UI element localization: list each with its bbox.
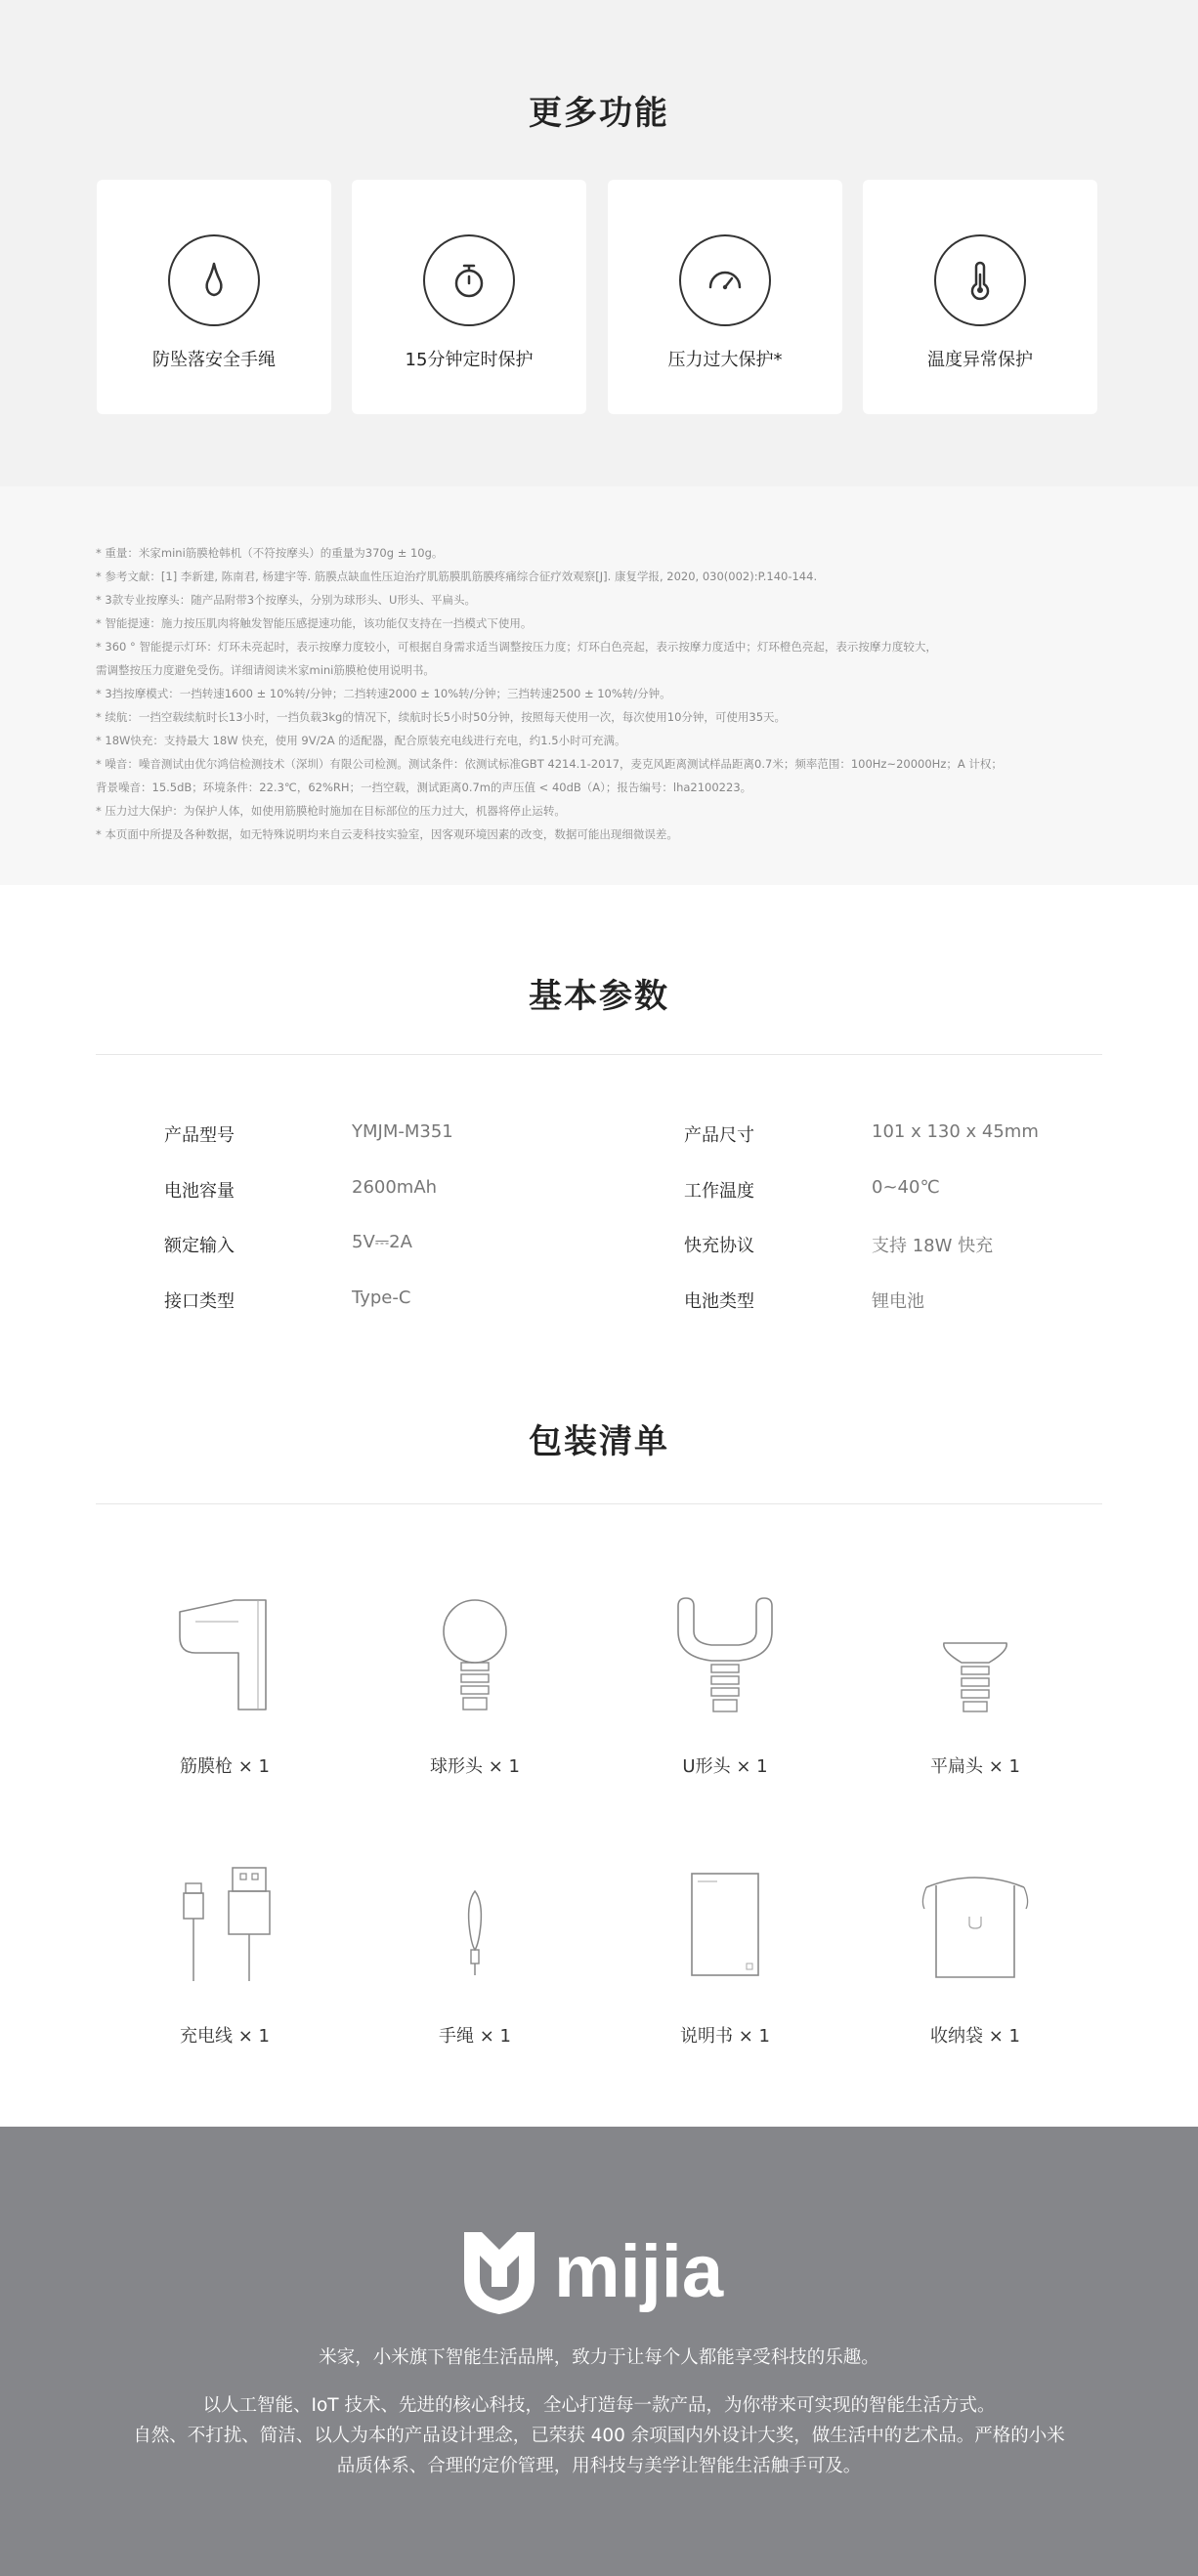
footnote: * 重量：米家mini筋膜枪韩机（不符按摩头）的重量为370g ± 10g。 bbox=[96, 546, 444, 560]
param-row bbox=[164, 1121, 1044, 1151]
param-value: 0~40℃ bbox=[872, 1177, 940, 1198]
param-key: 电池容量 bbox=[164, 1181, 235, 1202]
stopwatch-icon bbox=[446, 257, 492, 304]
param-key: 产品型号 bbox=[164, 1125, 235, 1146]
footnote: 需调整按压力度避免受伤。详细请阅读米家mini筋膜枪使用说明书。 bbox=[96, 663, 435, 677]
package-title: 包装清单 bbox=[529, 1422, 669, 1461]
feature-label: 15分钟定时保护 bbox=[405, 350, 534, 370]
package-item-label: 筋膜枪 × 1 bbox=[180, 1756, 270, 1777]
package-item bbox=[358, 1862, 592, 2057]
package-item bbox=[858, 1592, 1092, 1788]
ball-head-icon bbox=[406, 1592, 543, 1719]
footnote: * 3挡按摩模式：一挡转速1600 ± 10%转/分钟；二挡转速2000 ± 10%转/分钟；三挡转速2500 ± 10%转/分钟。 bbox=[96, 687, 671, 700]
brand-description-line: 品质体系、合理的定价管理，用科技与美学让智能生活触手可及。 bbox=[336, 2456, 862, 2476]
logo-text: mijia bbox=[554, 2230, 724, 2313]
package-item bbox=[358, 1592, 592, 1788]
feature-label: 压力过大保护* bbox=[667, 350, 783, 370]
brand-description bbox=[0, 2390, 1198, 2481]
footnote: * 智能提速：施力按压肌肉将触发智能压感提速功能，该功能仅支持在一挡模式下使用。 bbox=[96, 616, 533, 630]
package-item-label: U形头 × 1 bbox=[682, 1756, 768, 1777]
package-item-label: 充电线 × 1 bbox=[180, 2026, 270, 2047]
usb-cable-icon bbox=[156, 1862, 293, 1989]
params-section bbox=[0, 885, 1198, 1329]
flat-head-icon bbox=[907, 1592, 1044, 1719]
feature-card-timer bbox=[352, 180, 586, 414]
droplet-icon bbox=[191, 257, 237, 304]
massage-gun-icon bbox=[156, 1592, 293, 1719]
brand-description-line: 自然、不打扰、简洁、以人为本的产品设计理念，已荣获 400 余项国内外设计大奖，做生活中的艺术品。严格的小米 bbox=[133, 2426, 1065, 2446]
package-item bbox=[608, 1592, 842, 1788]
footnote: * 噪音：噪音测试由优尔鸿信检测技术（深圳）有限公司检测。测试条件：依测试标准GBT 4214.1-2017，麦克风距离测试样品距离0.7米；频率范围：100Hz~20000Hz；A 计权； bbox=[96, 757, 1003, 771]
param-value: YMJM-M351 bbox=[352, 1121, 453, 1142]
brand-tagline: 米家，小米旗下智能生活品牌，致力于让每个人都能享受科技的乐趣。 bbox=[319, 2347, 879, 2368]
param-value: 5V⎓2A bbox=[352, 1232, 412, 1252]
footnote-list bbox=[96, 541, 1112, 846]
lanyard-icon bbox=[406, 1862, 543, 1989]
footnote: * 续航：一挡空载续航时长13小时，一挡负载3kg的情况下，续航时长5小时50分钟，按照每天使用一次，每次使用10分钟，可使用35天。 bbox=[96, 710, 787, 724]
footnote: * 本页面中所提及各种数据，如无特殊说明均来自云麦科技实验室，因客观环境因素的改变，数据可能出现细微误差。 bbox=[96, 827, 678, 841]
divider bbox=[96, 1503, 1102, 1504]
features-title: 更多功能 bbox=[529, 94, 669, 133]
package-item-label: 手绳 × 1 bbox=[439, 2026, 511, 2047]
thermometer-icon bbox=[957, 257, 1004, 304]
package-item-label: 说明书 × 1 bbox=[680, 2026, 770, 2047]
footnote: * 18W快充：支持最大 18W 快充，使用 9V/2A 的适配器，配合原装充电线进行充电，约1.5小时可充满。 bbox=[96, 734, 626, 747]
package-item-label: 收纳袋 × 1 bbox=[930, 2026, 1020, 2047]
feature-card-temperature bbox=[863, 180, 1097, 414]
gauge-icon bbox=[702, 257, 749, 304]
param-key: 接口类型 bbox=[164, 1291, 235, 1312]
param-value: Type-C bbox=[352, 1288, 411, 1308]
footnote: * 3款专业按摩头：随产品附带3个按摩头，分别为球形头、U形头、平扁头。 bbox=[96, 593, 476, 607]
package-item-label: 球形头 × 1 bbox=[430, 1756, 520, 1777]
manual-icon bbox=[657, 1862, 793, 1989]
package-item-label: 平扁头 × 1 bbox=[930, 1756, 1020, 1777]
package-item bbox=[858, 1862, 1092, 2057]
feature-card-pressure bbox=[608, 180, 842, 414]
param-value: 2600mAh bbox=[352, 1177, 438, 1198]
param-row bbox=[164, 1232, 1044, 1261]
footnote: * 360 ° 智能提示灯环：灯环未亮起时，表示按摩力度较小，可根据自身需求适当调整按压力度；灯环白色亮起，表示按摩力度适中；灯环橙色亮起，表示按摩力度较大， bbox=[96, 640, 937, 654]
feature-card-lanyard bbox=[97, 180, 331, 414]
package-section bbox=[0, 1329, 1198, 2127]
param-key: 快充协议 bbox=[684, 1236, 754, 1256]
divider bbox=[96, 1054, 1102, 1055]
footnote: 背景噪音：15.5dB；环境条件：22.3℃，62%RH；一挡空载，测试距离0.7m的声压值 < 40dB（A）；报告编号：lha2100223。 bbox=[96, 781, 752, 794]
param-key: 产品尺寸 bbox=[684, 1125, 754, 1146]
package-item bbox=[107, 1862, 342, 2057]
features-section bbox=[0, 0, 1198, 486]
footnotes-section bbox=[0, 486, 1198, 885]
brand-description-line: 以人工智能、IoT 技术、先进的核心科技，全心打造每一款产品，为你带来可实现的智能生活方式。 bbox=[202, 2395, 996, 2416]
package-item bbox=[608, 1862, 842, 2057]
footnote: * 压力过大保护：为保护人体，如使用筋膜枪时施加在目标部位的压力过大，机器将停止运转。 bbox=[96, 804, 566, 818]
param-key: 工作温度 bbox=[684, 1181, 754, 1202]
storage-bag-icon bbox=[907, 1862, 1044, 1989]
param-value: 支持 18W 快充 bbox=[872, 1236, 994, 1256]
brand-footer bbox=[0, 2127, 1198, 2576]
param-row bbox=[164, 1177, 1044, 1206]
param-row bbox=[164, 1288, 1044, 1317]
u-head-icon bbox=[657, 1592, 793, 1719]
param-key: 电池类型 bbox=[684, 1291, 754, 1312]
mijia-logo bbox=[464, 2228, 738, 2316]
param-value: 锂电池 bbox=[872, 1291, 924, 1312]
package-item bbox=[107, 1592, 342, 1788]
param-key: 额定输入 bbox=[164, 1236, 235, 1256]
feature-label: 防坠落安全手绳 bbox=[152, 350, 276, 370]
footnote: * 参考文献：[1] 李新建, 陈南君, 杨建宇等. 筋膜点缺血性压迫治疗肌筋膜肌筋膜疼痛综合征疗效观察[J]. 康复学报, 2020, 030(002):P.140-144. bbox=[96, 570, 818, 583]
feature-label: 温度异常保护 bbox=[927, 350, 1033, 370]
param-value: 101 x 130 x 45mm bbox=[872, 1121, 1039, 1142]
params-title: 基本参数 bbox=[529, 977, 669, 1016]
